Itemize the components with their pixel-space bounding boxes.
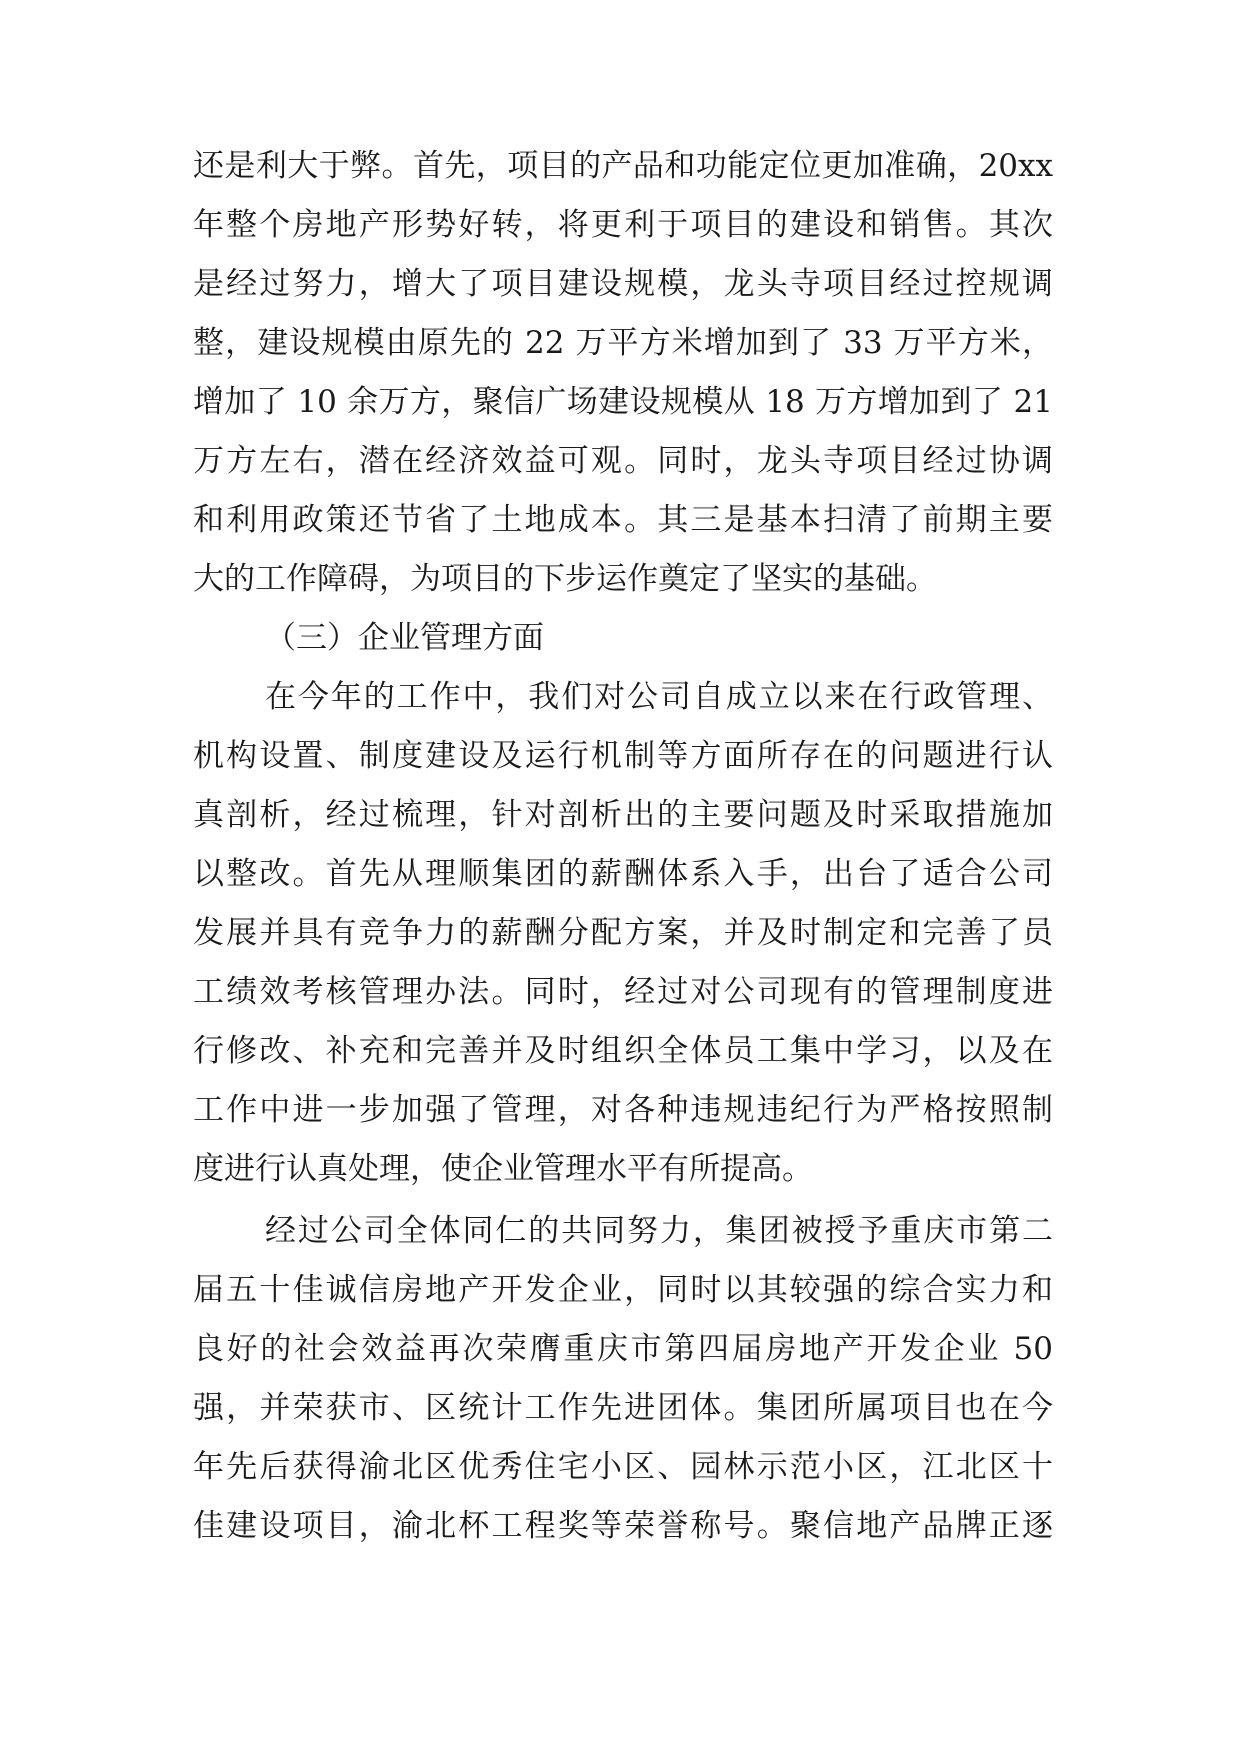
paragraph-honors: [193, 1202, 1053, 1556]
text-line: 良好的社会效益再次荣膺重庆市第四届房地产开发企业 50: [193, 1331, 1053, 1367]
text-line: 年整个房地产形势好转，将更利于项目的建设和销售。其次: [193, 207, 1053, 243]
text-line: 行修改、补充和完善并及时组织全体员工集中学习，以及在: [193, 1033, 1053, 1069]
paragraph-management-reform: [193, 668, 1053, 1199]
text-line: 在今年的工作中，我们对公司自成立以来在行政管理、: [265, 679, 1053, 715]
section-heading-enterprise-management: [193, 609, 1053, 668]
text-line: 以整改。首先从理顺集团的薪酬体系入手，出台了适合公司: [193, 856, 1053, 892]
text-line: 发展并具有竞争力的薪酬分配方案，并及时制定和完善了员: [193, 915, 1053, 951]
text-line: 还是利大于弊。首先，项目的产品和功能定位更加准确，20xx: [193, 148, 1053, 184]
paragraph-project-benefits: [193, 137, 1053, 609]
text-line: 大的工作障碍，为项目的下步运作奠定了坚实的基础。: [193, 561, 937, 597]
text-line: 佳建设项目，渝北杯工程奖等荣誉称号。聚信地产品牌正逐: [193, 1508, 1053, 1544]
section-heading: （三）企业管理方面: [265, 620, 544, 656]
text-line: 整，建设规模由原先的 22 万平方米增加到了 33 万平方米，: [193, 325, 1053, 361]
text-line: 强，并荣获市、区统计工作先进团体。集团所属项目也在今: [193, 1390, 1053, 1426]
text-line: 机构设置、制度建设及运行机制等方面所存在的问题进行认: [193, 738, 1053, 774]
text-line: 工绩效考核管理办法。同时，经过对公司现有的管理制度进: [193, 974, 1053, 1010]
text-line: 度进行认真处理，使企业管理水平有所提高。: [193, 1151, 813, 1187]
text-line: 万方左右，潜在经济效益可观。同时，龙头寺项目经过协调: [193, 443, 1053, 479]
text-line: 是经过努力，增大了项目建设规模，龙头寺项目经过控规调: [193, 266, 1053, 302]
text-line: 工作中进一步加强了管理，对各种违规违纪行为严格按照制: [193, 1092, 1053, 1128]
text-line: 和利用政策还节省了土地成本。其三是基本扫清了前期主要: [193, 502, 1053, 538]
text-line: 年先后获得渝北区优秀住宅小区、园林示范小区，江北区十: [193, 1449, 1053, 1485]
text-line: 届五十佳诚信房地产开发企业，同时以其较强的综合实力和: [193, 1272, 1053, 1308]
text-line: 经过公司全体同仁的共同努力，集团被授予重庆市第二: [265, 1213, 1053, 1249]
text-line: 增加了 10 余万方，聚信广场建设规模从 18 万方增加到了 21: [193, 384, 1053, 420]
text-line: 真剖析，经过梳理，针对剖析出的主要问题及时采取措施加: [193, 797, 1053, 833]
